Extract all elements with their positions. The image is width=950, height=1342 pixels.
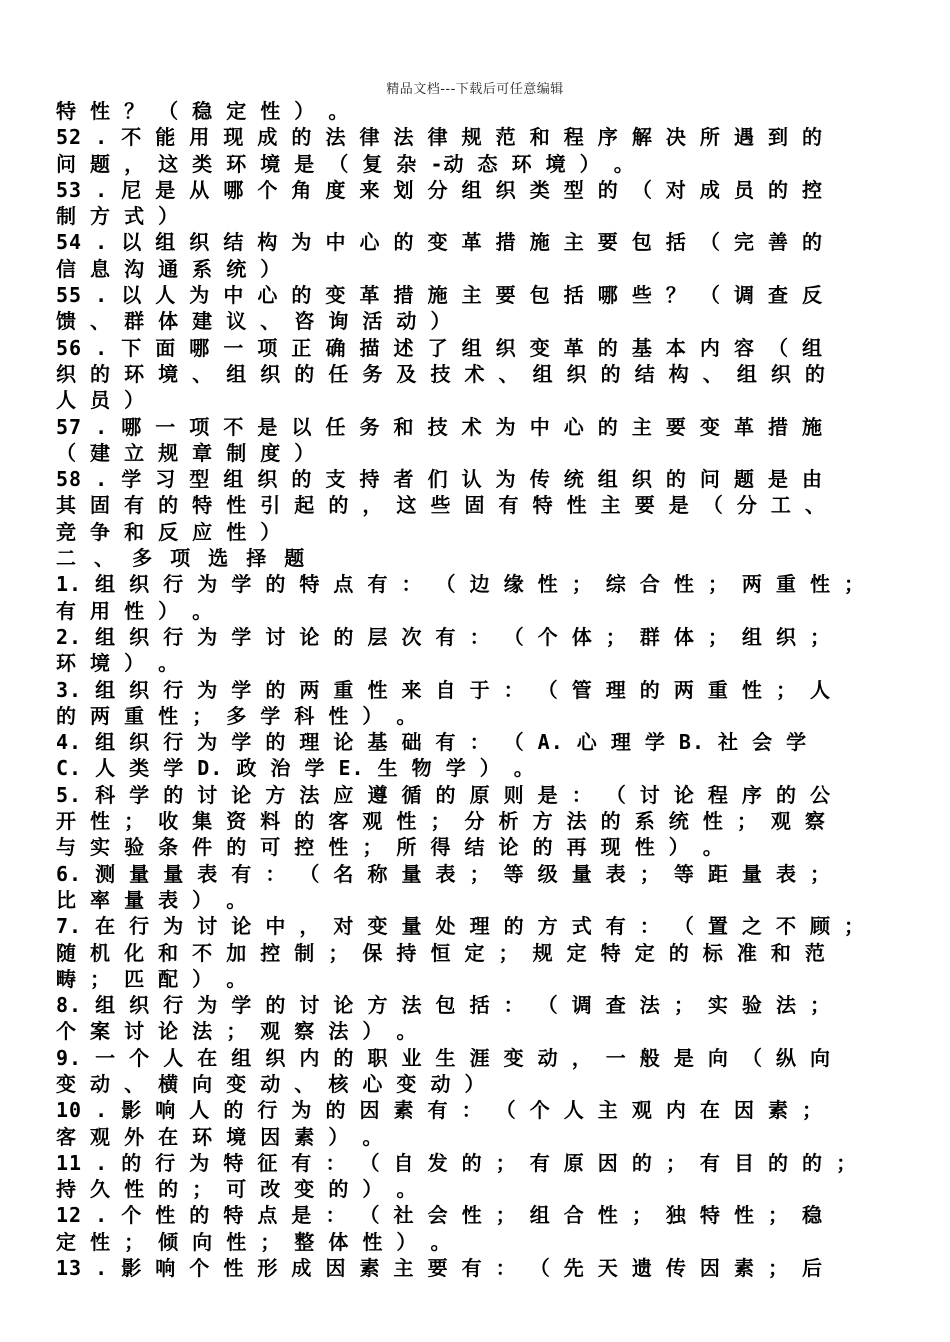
text-line: 10 . 影 响 人 的 行 为 的 因 素 有 ： （ 个 人 主 观 内 在 因 素 ； <box>56 1098 824 1123</box>
text-line: 8. 组 织 行 为 学 的 讨 论 方 法 包 括 ： （ 调 查 法 ； 实 验 法 ； <box>56 993 831 1018</box>
text-line: 持 久 性 的 ； 可 改 变 的 ） 。 <box>56 1177 418 1202</box>
text-line: 人 员 ） <box>56 388 146 413</box>
text-line: 3. 组 织 行 为 学 的 两 重 性 来 自 于 ： （ 管 理 的 两 重 性 ； 人 <box>56 677 831 702</box>
text-line: 随 机 化 和 不 加 控 制 ； 保 持 恒 定 ； 规 定 特 定 的 标 准 和 范 <box>56 940 826 965</box>
text-line: 环 境 ） 。 <box>56 651 180 676</box>
text-line: 58 . 学 习 型 组 织 的 支 持 者 们 认 为 传 统 组 织 的 问 题 是 由 <box>56 467 824 492</box>
text-line: 制 方 式 ） <box>56 204 180 229</box>
text-line: 54 . 以 组 织 结 构 为 中 心 的 变 革 措 施 主 要 包 括 （ 完 善 的 <box>56 230 824 255</box>
text-line: 畴 ； 匹 配 ） 。 <box>56 966 248 991</box>
text-line: 织 的 环 境 、 组 织 的 任 务 及 技 术 、 组 织 的 结 构 、 组 织 的 <box>56 361 826 386</box>
page-header: 精品文档---下载后可任意编辑 <box>386 82 564 97</box>
text-line: 的 两 重 性 ； 多 学 科 性 ） 。 <box>56 703 418 728</box>
text-line: 开 性 ； 收 集 资 料 的 客 观 性 ； 分 析 方 法 的 系 统 性 ； 观 察 <box>56 809 826 834</box>
text-line: 馈 、 群 体 建 议 、 咨 询 活 动 ） <box>56 309 452 334</box>
text-line: 6. 测 量 量 表 有 ： （ 名 称 量 表 ； 等 级 量 表 ； 等 距 量 表 ； <box>56 861 831 886</box>
text-line: C. 人 类 学 D. 政 治 学 E. 生 物 学 ） 。 <box>56 756 535 781</box>
text-line: 变 动 、 横 向 变 动 、 核 心 变 动 ） <box>56 1071 486 1096</box>
text-line: 问 题 ， 这 类 环 境 是 （ 复 杂 -动 态 环 境 ） 。 <box>56 151 635 176</box>
section-heading: 二 、 多 项 选 择 题 <box>56 546 308 571</box>
text-line: 其 固 有 的 特 性 引 起 的 ， 这 些 固 有 特 性 主 要 是 （ 分 工 、 <box>56 493 826 518</box>
text-line: 个 案 讨 论 法 ； 观 察 法 ） 。 <box>56 1019 418 1044</box>
text-line: （ 建 立 规 章 制 度 ） <box>56 440 316 465</box>
text-line: 57 . 哪 一 项 不 是 以 任 务 和 技 术 为 中 心 的 主 要 变 革 措 施 <box>56 414 824 439</box>
text-line: 53 . 尼 是 从 哪 个 角 度 来 划 分 组 织 类 型 的 （ 对 成 员 的 控 <box>56 177 824 202</box>
text-line: 52 . 不 能 用 现 成 的 法 律 法 律 规 范 和 程 序 解 决 所 遇 到 的 <box>56 125 824 150</box>
text-line: 11 . 的 行 为 特 征 有 ： （ 自 发 的 ； 有 原 因 的 ； 有 目 的 的 ； <box>56 1150 858 1175</box>
text-line: 定 性 ； 倾 向 性 ； 整 体 性 ） 。 <box>56 1229 452 1254</box>
text-line: 比 率 量 表 ） 。 <box>56 887 248 912</box>
text-line: 7. 在 行 为 讨 论 中 ， 对 变 量 处 理 的 方 式 有 ： （ 置 之 不 顾 ； <box>56 914 866 939</box>
text-line: 4. 组 织 行 为 学 的 理 论 基 础 有 ： （ A. 心 理 学 B. 社 会 学 <box>56 730 808 755</box>
text-line: 55 . 以 人 为 中 心 的 变 革 措 施 主 要 包 括 哪 些 ？ （ 调 查 反 <box>56 283 824 308</box>
text-line: 信 息 沟 通 系 统 ） <box>56 256 282 281</box>
text-line: 与 实 验 条 件 的 可 控 性 ； 所 得 结 论 的 再 现 性 ） 。 <box>56 835 724 860</box>
text-line: 9. 一 个 人 在 组 织 内 的 职 业 生 涯 变 动 ， 一 般 是 向 （ 纵 向 <box>56 1045 831 1070</box>
text-line: 1. 组 织 行 为 学 的 特 点 有 ： （ 边 缘 性 ； 综 合 性 ； 两 重 性 ； <box>56 572 866 597</box>
text-line: 13 . 影 响 个 性 形 成 因 素 主 要 有 ： （ 先 天 遗 传 因 素 ； 后 <box>56 1256 824 1281</box>
text-line: 竞 争 和 反 应 性 ） <box>56 519 282 544</box>
text-line: 5. 科 学 的 讨 论 方 法 应 遵 循 的 原 则 是 ： （ 讨 论 程 序 的 公 <box>56 782 831 807</box>
text-line: 12 . 个 性 的 特 点 是 ： （ 社 会 性 ； 组 合 性 ； 独 特 性 ； 稳 <box>56 1203 824 1228</box>
text-line: 客 观 外 在 环 境 因 素 ） 。 <box>56 1124 384 1149</box>
document-body <box>56 98 916 1281</box>
text-line: 特 性 ？ （ 稳 定 性 ） 。 <box>56 99 350 123</box>
text-line: 有 用 性 ） 。 <box>56 598 214 623</box>
text-line: 56 . 下 面 哪 一 项 正 确 描 述 了 组 织 变 革 的 基 本 内 容 （ 组 <box>56 335 824 360</box>
text-line: 2. 组 织 行 为 学 讨 论 的 层 次 有 ： （ 个 体 ； 群 体 ； 组 织 ； <box>56 624 831 649</box>
